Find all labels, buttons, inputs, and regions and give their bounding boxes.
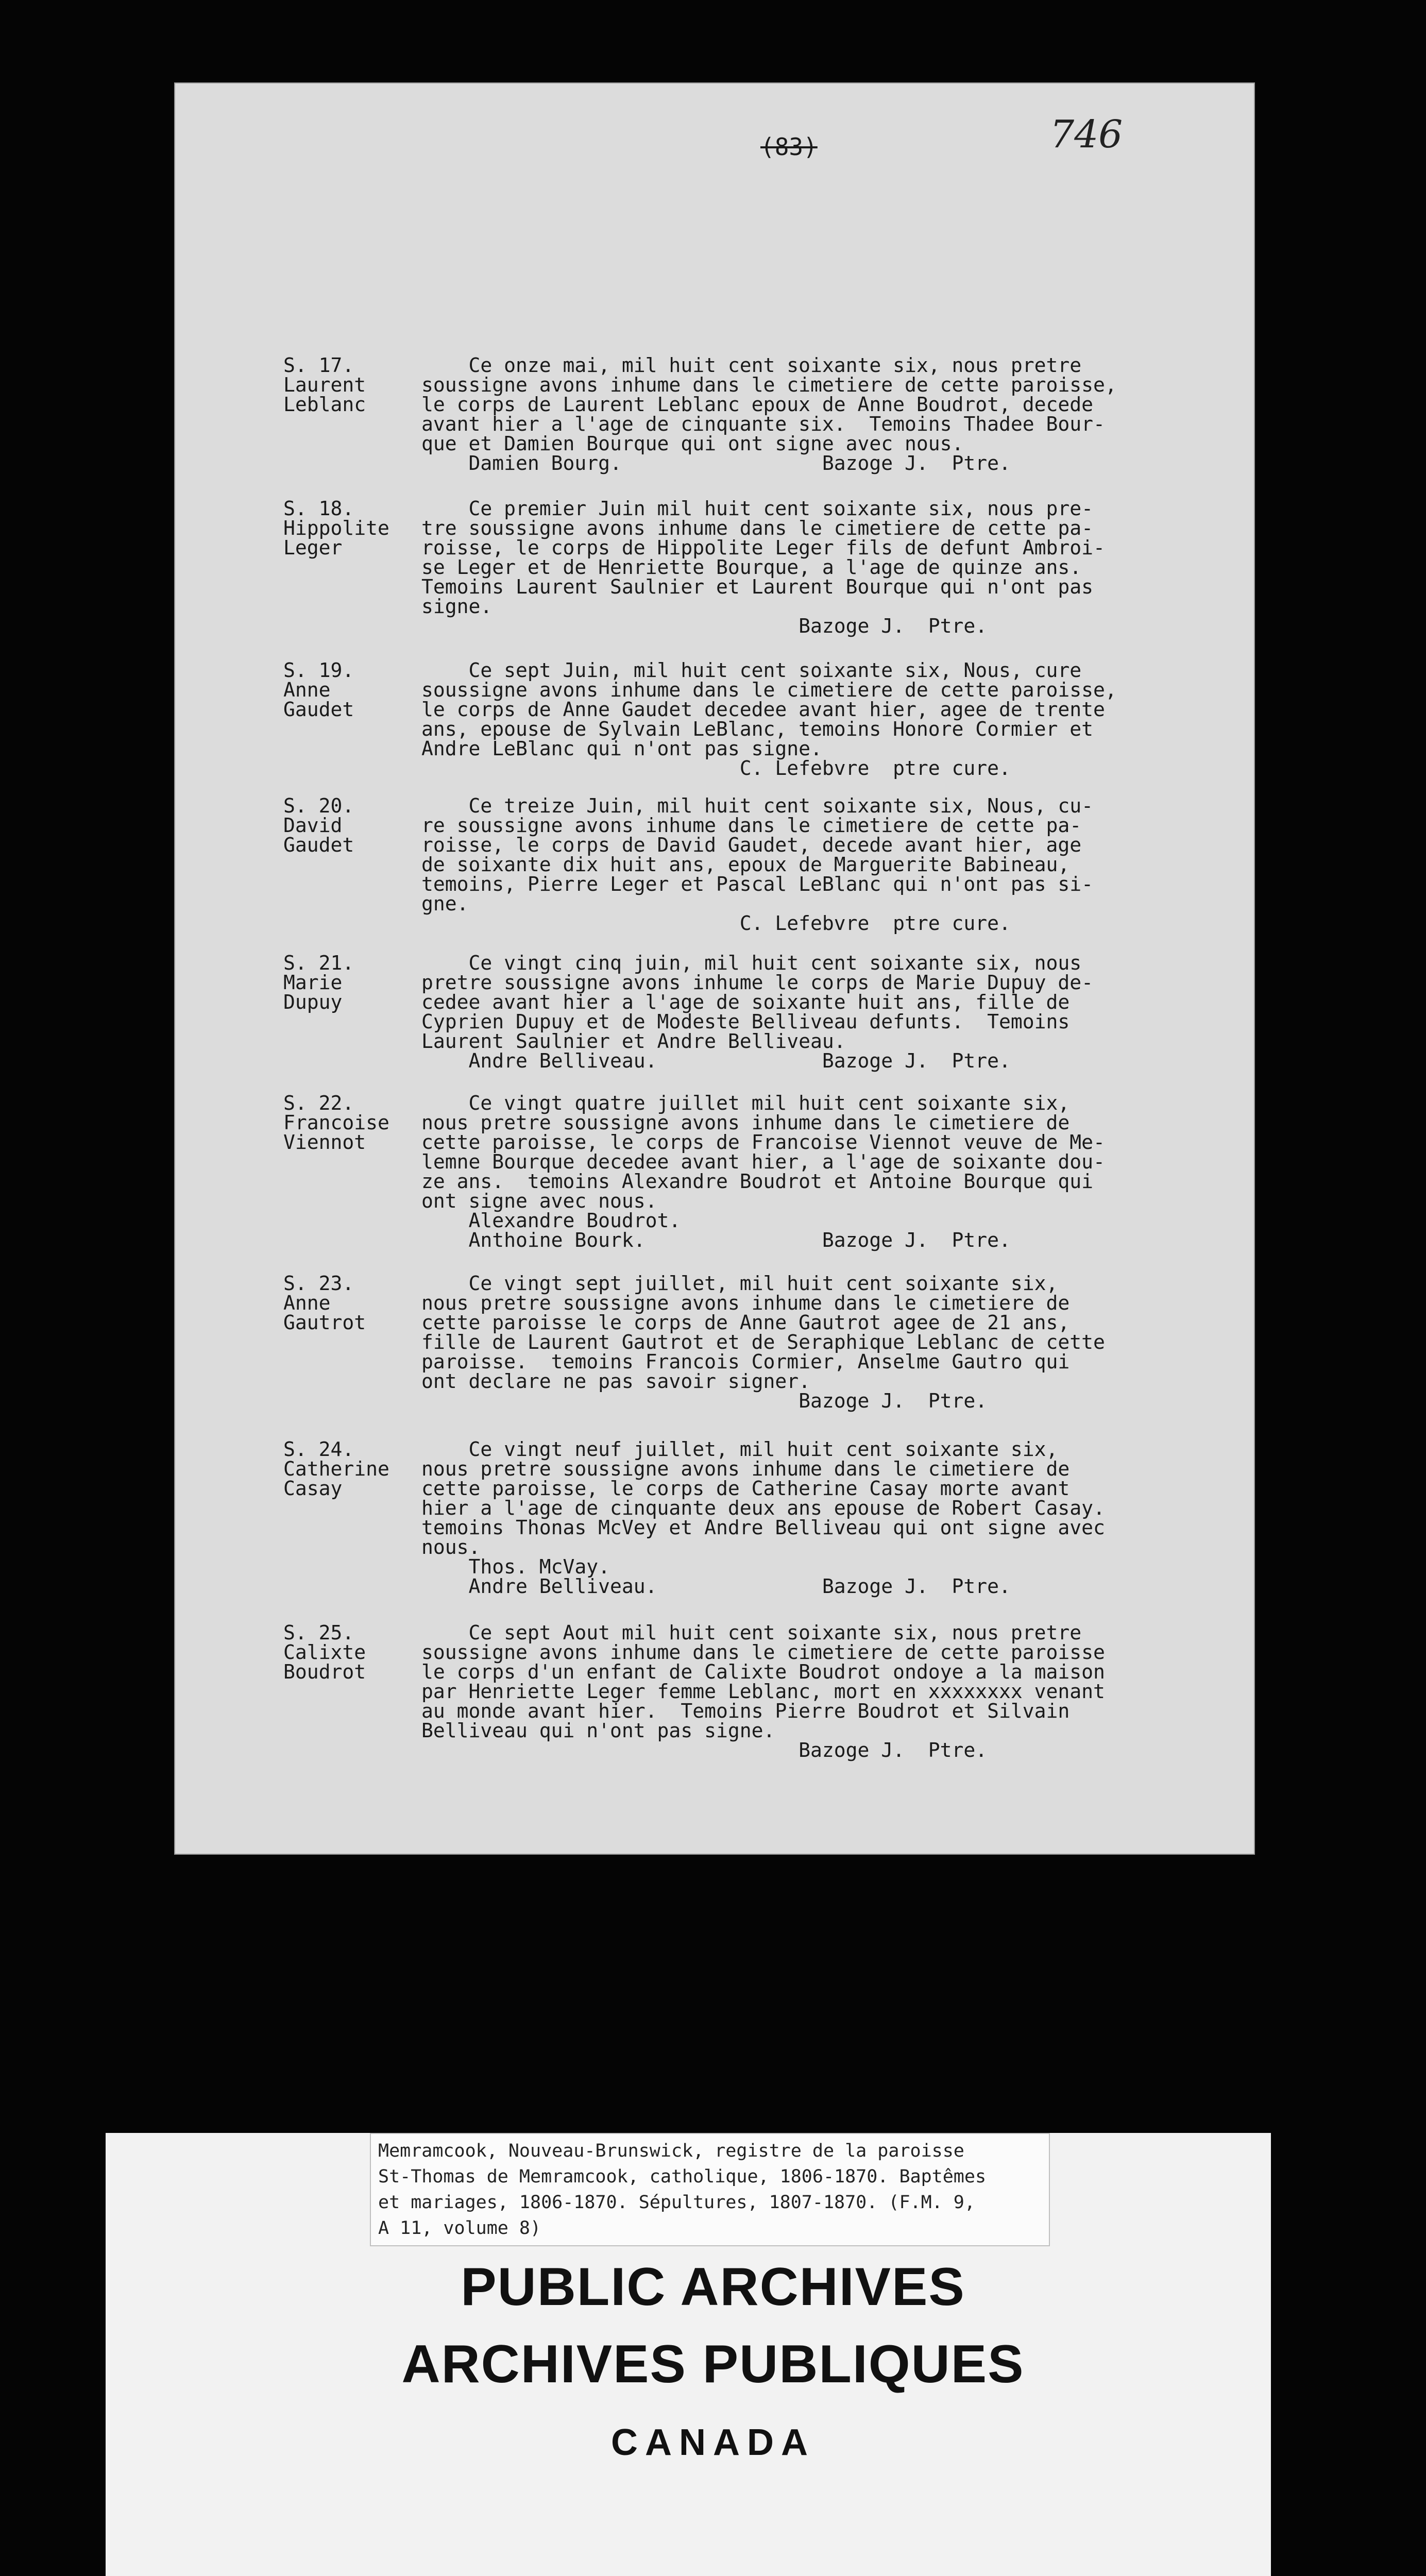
- margin-line: Hippolite: [283, 517, 389, 539]
- record-line: nous.: [421, 1536, 481, 1558]
- record-line: Ce sept Juin, mil huit cent soixante six, Nous, cure: [421, 659, 1082, 682]
- record-line: Ce vingt sept juillet, mil huit cent soixante six,: [421, 1272, 1058, 1295]
- catalog-line: Memramcook, Nouveau-Brunswick, registre de la paroisse: [378, 2141, 964, 2161]
- burial-margin-note: [283, 355, 407, 414]
- record-line: cette paroisse, le corps de Catherine Casay morte avant: [421, 1477, 1070, 1500]
- record-line: Ce treize Juin, mil huit cent soixante six, Nous, cu-: [421, 794, 1094, 817]
- record-line: temoins Thonas McVey et Andre Belliveau qui ont signe avec: [421, 1516, 1105, 1539]
- margin-line: Catherine: [283, 1458, 389, 1480]
- margin-line: S. 17.: [283, 354, 354, 377]
- record-line: Anthoine Bourk. Bazoge J. Ptre.: [421, 1229, 1011, 1251]
- record-line: de soixante dix huit ans, epoux de Marguerite Babineau,: [421, 853, 1070, 876]
- burial-margin-note: [283, 953, 407, 1012]
- record-line: ans, epouse de Sylvain LeBlanc, temoins Honore Cormier et: [421, 718, 1094, 740]
- burial-record-text: [421, 796, 1225, 933]
- record-line: ont declare ne pas savoir signer.: [421, 1370, 810, 1393]
- burial-margin-note: [283, 796, 407, 855]
- margin-line: Dupuy: [283, 991, 343, 1013]
- page-number-typed: (83): [760, 133, 818, 161]
- margin-line: Anne: [283, 1292, 331, 1314]
- margin-line: Leblanc: [283, 393, 366, 416]
- burial-margin-note: [283, 1093, 407, 1152]
- record-line: soussigne avons inhume dans le cimetiere de cette paroisse,: [421, 679, 1117, 701]
- record-line: roisse, le corps de David Gaudet, decede avant hier, age: [421, 834, 1082, 856]
- record-line: le corps de Anne Gaudet decedee avant hier, agee de trente: [421, 698, 1105, 721]
- burial-records: [174, 82, 1255, 1855]
- margin-line: Anne: [283, 679, 331, 701]
- margin-line: Gaudet: [283, 698, 354, 721]
- record-line: Belliveau qui n'ont pas signe.: [421, 1719, 775, 1742]
- record-line: gne.: [421, 892, 469, 915]
- burial-record-text: [421, 1093, 1225, 1250]
- record-line: cedee avant hier a l'age de soixante huit ans, fille de: [421, 991, 1070, 1013]
- record-line: Ce premier Juin mil huit cent soixante six, nous pre-: [421, 497, 1094, 520]
- record-line: Ce vingt quatre juillet mil huit cent soixante six,: [421, 1092, 1070, 1114]
- margin-line: S. 23.: [283, 1272, 354, 1295]
- record-line: Andre Belliveau. Bazoge J. Ptre.: [421, 1049, 1011, 1072]
- margin-line: Leger: [283, 536, 343, 559]
- margin-line: S. 18.: [283, 497, 354, 520]
- record-line: au monde avant hier. Temoins Pierre Boudrot et Silvain: [421, 1700, 1070, 1722]
- record-line: C. Lefebvre ptre cure.: [421, 912, 1011, 935]
- stamp-canada: CANADA: [611, 2422, 815, 2463]
- record-line: Ce onze mai, mil huit cent soixante six, nous pretre: [421, 354, 1082, 377]
- margin-line: S. 25.: [283, 1621, 354, 1644]
- record-line: fille de Laurent Gautrot et de Seraphique Leblanc de cette: [421, 1331, 1105, 1353]
- margin-line: Gaudet: [283, 834, 354, 856]
- margin-line: Laurent: [283, 374, 366, 396]
- record-line: roisse, le corps de Hippolite Leger fils de defunt Ambroi-: [421, 536, 1105, 559]
- record-line: temoins, Pierre Leger et Pascal LeBlanc qui n'ont pas si-: [421, 873, 1094, 895]
- catalog-line: St-Thomas de Memramcook, catholique, 1806-1870. Baptêmes: [378, 2166, 987, 2187]
- register-page: [174, 82, 1255, 1855]
- record-line: re soussigne avons inhume dans le cimetiere de cette pa-: [421, 814, 1082, 837]
- record-line: Andre LeBlanc qui n'ont pas signe.: [421, 737, 822, 760]
- record-line: paroisse. temoins Francois Cormier, Anselme Gautro qui: [421, 1350, 1070, 1373]
- margin-line: Francoise: [283, 1111, 389, 1134]
- burial-record-text: [421, 499, 1225, 636]
- record-line: soussigne avons inhume dans le cimetiere de cette paroisse: [421, 1641, 1105, 1664]
- record-line: le corps de Laurent Leblanc epoux de Anne Boudrot, decede: [421, 393, 1094, 416]
- record-line: tre soussigne avons inhume dans le cimetiere de cette pa-: [421, 517, 1094, 539]
- record-line: le corps d'un enfant de Calixte Boudrot ondoye a la maison: [421, 1660, 1105, 1683]
- margin-line: S. 19.: [283, 659, 354, 682]
- record-line: nous pretre soussigne avons inhume dans le cimetiere de: [421, 1111, 1070, 1134]
- margin-line: Viennot: [283, 1131, 366, 1154]
- record-line: ze ans. temoins Alexandre Boudrot et Antoine Bourque qui: [421, 1170, 1094, 1193]
- record-line: Bazoge J. Ptre.: [421, 1739, 988, 1761]
- burial-record-text: [421, 355, 1225, 473]
- record-line: Laurent Saulnier et Andre Belliveau.: [421, 1030, 846, 1053]
- record-line: Ce sept Aout mil huit cent soixante six, nous pretre: [421, 1621, 1082, 1644]
- margin-line: S. 24.: [283, 1438, 354, 1461]
- record-line: nous pretre soussigne avons inhume dans le cimetiere de: [421, 1458, 1070, 1480]
- burial-margin-note: [283, 1439, 407, 1498]
- burial-record-text: [421, 1623, 1225, 1760]
- record-line: Ce vingt cinq juin, mil huit cent soixante six, nous: [421, 952, 1082, 974]
- record-line: ont signe avec nous.: [421, 1190, 657, 1212]
- margin-line: Gautrot: [283, 1311, 366, 1334]
- record-line: nous pretre soussigne avons inhume dans le cimetiere de: [421, 1292, 1070, 1314]
- margin-line: Boudrot: [283, 1660, 366, 1683]
- record-line: Bazoge J. Ptre.: [421, 615, 988, 637]
- burial-margin-note: [283, 1623, 407, 1682]
- record-line: Thos. McVay.: [421, 1555, 610, 1578]
- record-line: Damien Bourg. Bazoge J. Ptre.: [421, 452, 1011, 474]
- record-line: cette paroisse le corps de Anne Gautrot agee de 21 ans,: [421, 1311, 1070, 1334]
- record-line: que et Damien Bourque qui ont signe avec nous.: [421, 432, 964, 455]
- margin-line: Calixte: [283, 1641, 366, 1664]
- record-line: pretre soussigne avons inhume le corps de Marie Dupuy de-: [421, 971, 1094, 994]
- record-line: par Henriette Leger femme Leblanc, mort en xxxxxxxx venant: [421, 1680, 1105, 1703]
- record-line: hier a l'age de cinquante deux ans epouse de Robert Casay.: [421, 1497, 1105, 1519]
- record-line: C. Lefebvre ptre cure.: [421, 757, 1011, 779]
- catalog-slip: [370, 2133, 1050, 2246]
- margin-line: Casay: [283, 1477, 343, 1500]
- record-line: signe.: [421, 595, 493, 618]
- record-line: Andre Belliveau. Bazoge J. Ptre.: [421, 1575, 1011, 1598]
- stamp-public-archives: PUBLIC ARCHIVES: [461, 2257, 965, 2317]
- page-number-handwritten: 746: [1050, 112, 1123, 157]
- record-line: Cyprien Dupuy et de Modeste Belliveau defunts. Temoins: [421, 1010, 1070, 1033]
- stamp-archives-publiques: ARCHIVES PUBLIQUES: [401, 2334, 1025, 2394]
- margin-line: S. 20.: [283, 794, 354, 817]
- record-line: Temoins Laurent Saulnier et Laurent Bourque qui n'ont pas: [421, 575, 1094, 598]
- margin-line: Marie: [283, 971, 343, 994]
- margin-line: S. 21.: [283, 952, 354, 974]
- record-line: lemne Bourque decedee avant hier, a l'age de soixante dou-: [421, 1150, 1105, 1173]
- record-line: Bazoge J. Ptre.: [421, 1389, 988, 1412]
- burial-record-text: [421, 1274, 1225, 1411]
- record-line: Alexandre Boudrot.: [421, 1209, 681, 1232]
- record-line: se Leger et de Henriette Bourque, a l'age de quinze ans.: [421, 556, 1082, 579]
- burial-record-text: [421, 1439, 1225, 1596]
- burial-record-text: [421, 660, 1225, 778]
- catalog-line: A 11, volume 8): [378, 2218, 541, 2239]
- catalog-line: et mariages, 1806-1870. Sépultures, 1807-1870. (F.M. 9,: [378, 2192, 975, 2213]
- margin-line: S. 22.: [283, 1092, 354, 1114]
- record-line: soussigne avons inhume dans le cimetiere de cette paroisse,: [421, 374, 1117, 396]
- record-line: Ce vingt neuf juillet, mil huit cent soixante six,: [421, 1438, 1058, 1461]
- burial-margin-note: [283, 1274, 407, 1332]
- record-line: cette paroisse, le corps de Francoise Viennot veuve de Me-: [421, 1131, 1105, 1154]
- burial-record-text: [421, 953, 1225, 1071]
- record-line: avant hier a l'age de cinquante six. Temoins Thadee Bour-: [421, 413, 1105, 435]
- margin-line: David: [283, 814, 343, 837]
- burial-margin-note: [283, 499, 407, 557]
- burial-margin-note: [283, 660, 407, 719]
